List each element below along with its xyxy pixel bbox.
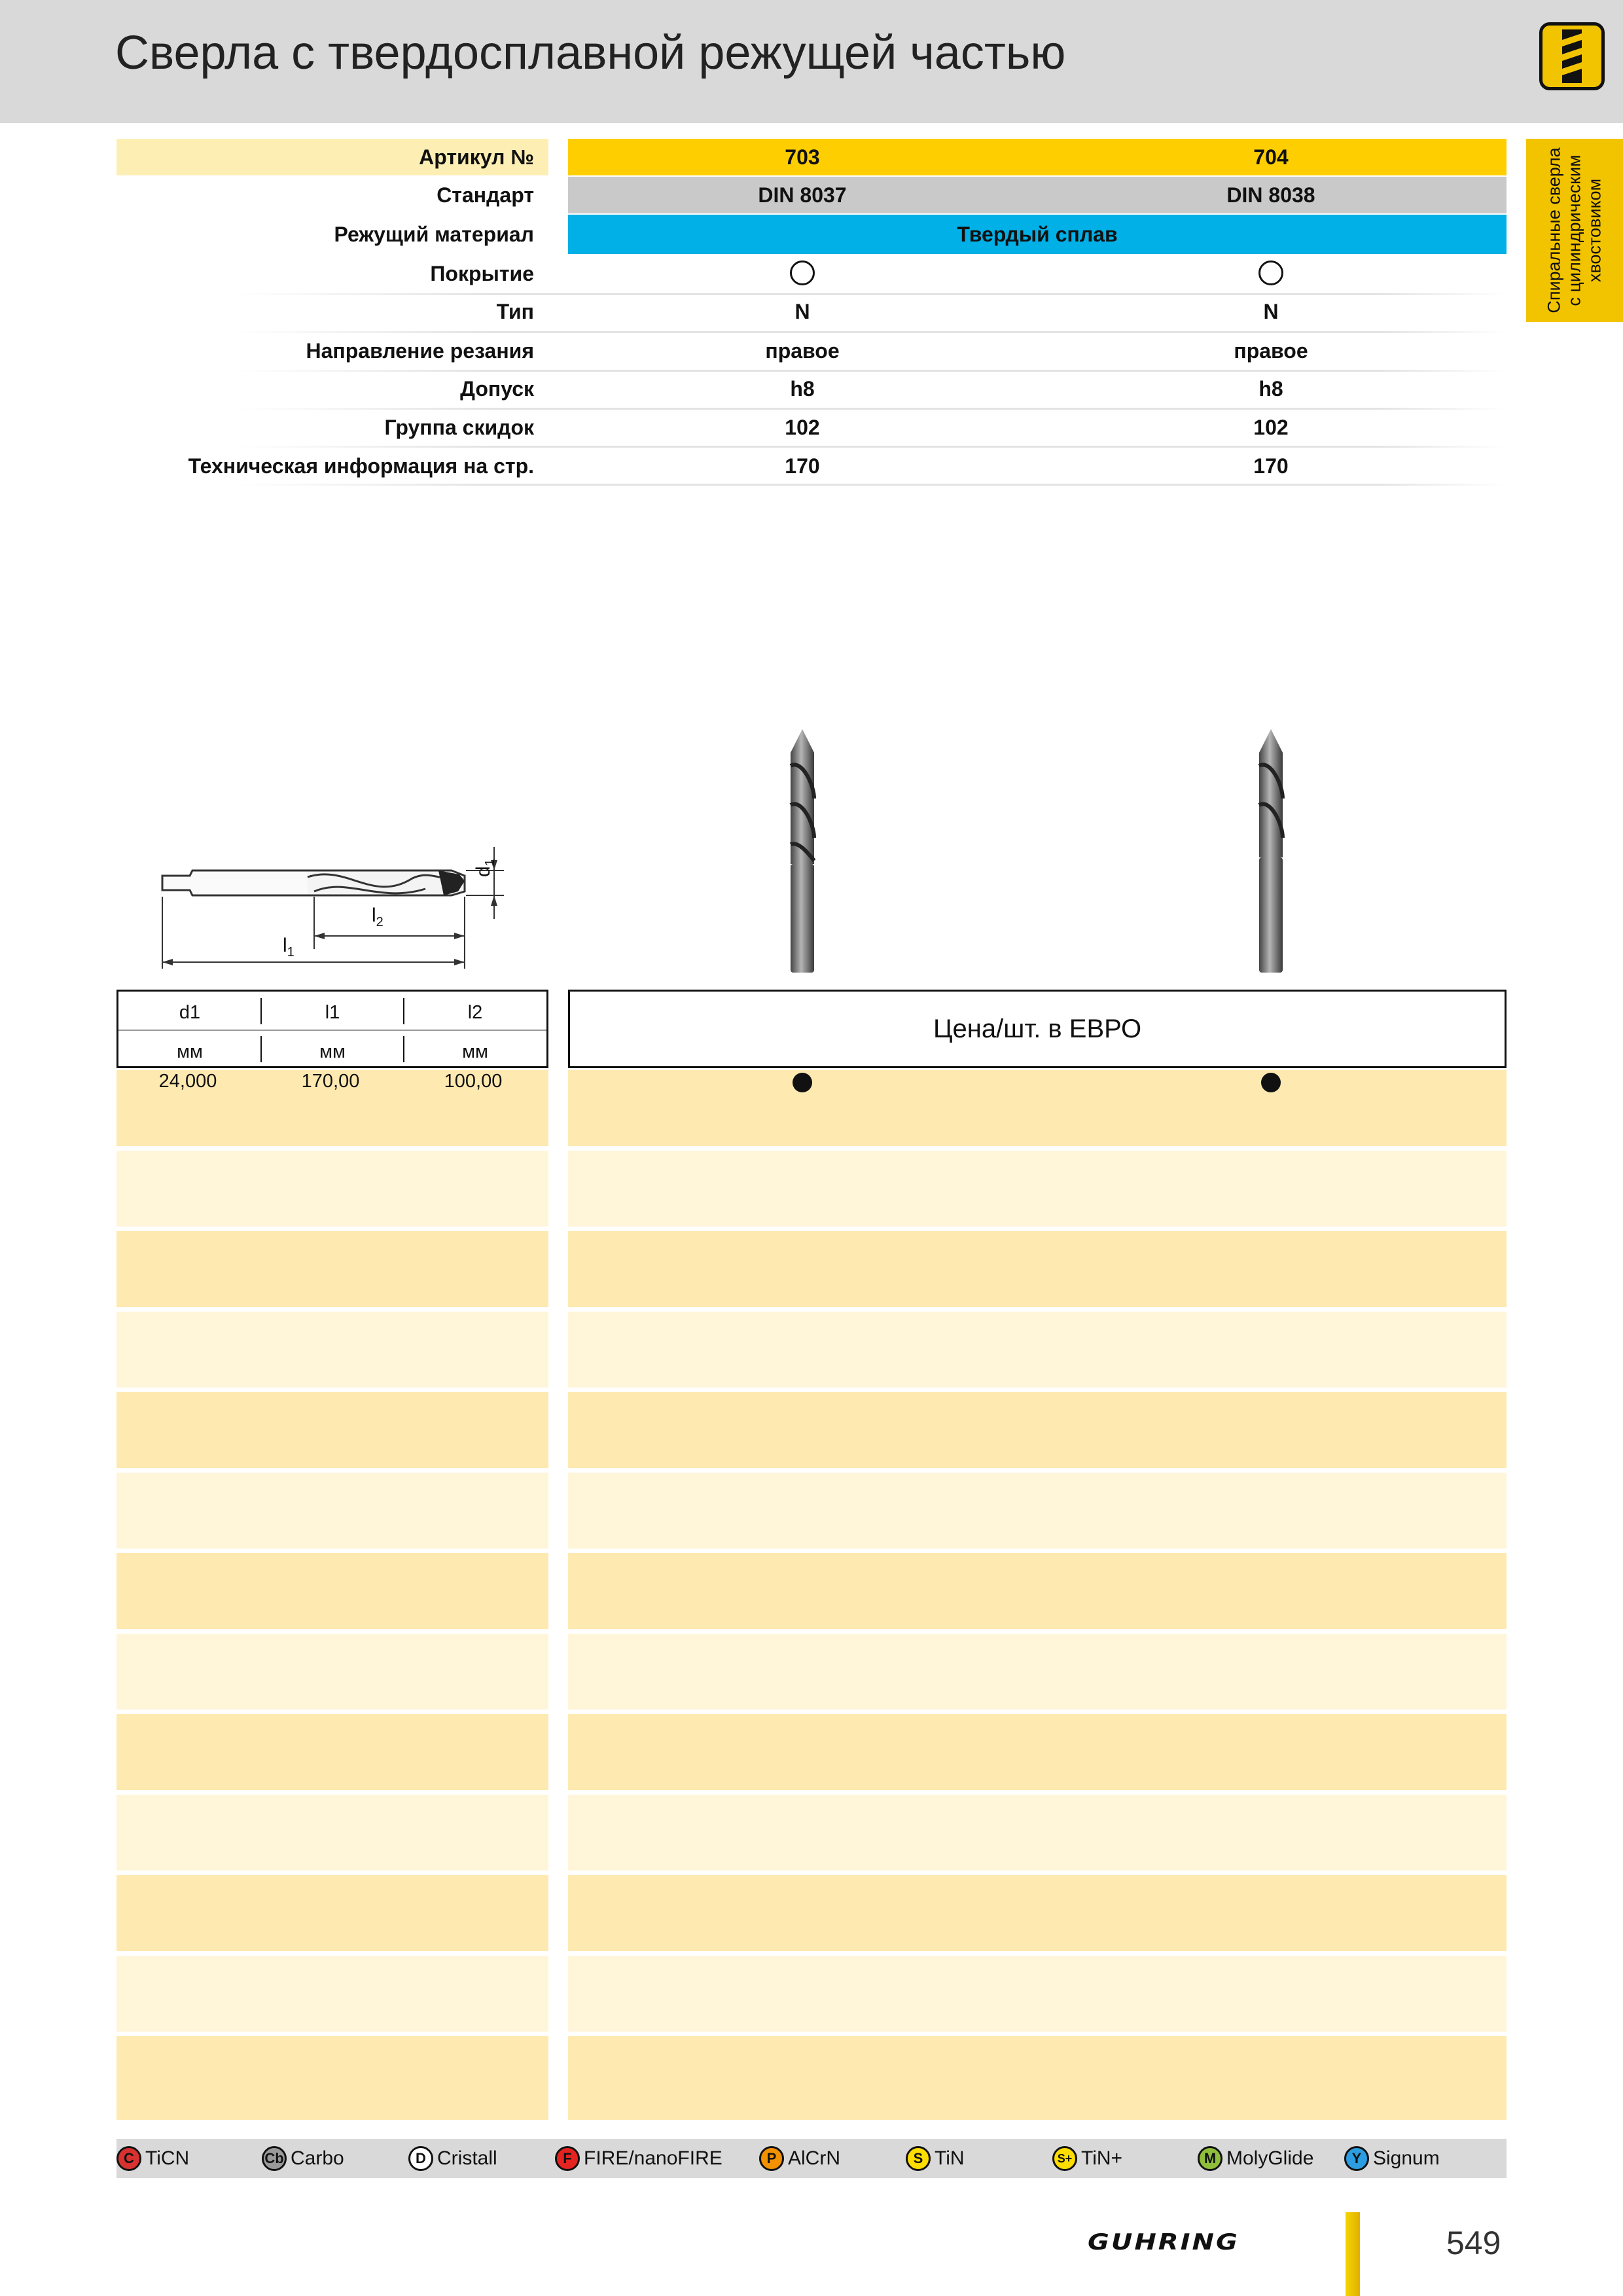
header-divider: [118, 1030, 546, 1031]
table-row-band: [568, 1634, 1507, 1710]
spec-label-material: Режущий материал: [334, 223, 534, 246]
legend-label: Cristall: [437, 2147, 497, 2169]
l1-value: 170,00: [301, 1071, 360, 1092]
header-l2: l2: [467, 1002, 483, 1023]
molyglide-coating-icon: M: [1198, 2146, 1222, 2171]
table-row-band: [116, 1714, 548, 1790]
legend-label: TiN: [935, 2147, 965, 2169]
discount-group-value: 102: [785, 416, 820, 439]
spec-label-type: Тип: [496, 300, 534, 323]
table-row-band: [568, 1392, 1507, 1468]
table-row-band: [116, 1312, 548, 1388]
available-dot-icon[interactable]: [793, 1073, 812, 1092]
page-title: Сверла с твердосплавной режущей частью: [115, 27, 1066, 79]
cutting-direction-value: правое: [1234, 339, 1308, 363]
legend-item-alcrn: [759, 2145, 840, 2172]
footer-accent-bar: [1346, 2212, 1360, 2296]
header-l1: l1: [325, 1002, 340, 1023]
tin-coating-icon: S: [906, 2146, 931, 2171]
uncoated-circle-icon: [1258, 260, 1283, 285]
table-row-band: [568, 1956, 1507, 2032]
legend-item-signum: [1344, 2145, 1440, 2172]
legend-item-fire: [555, 2145, 722, 2172]
table-row-band: [116, 1231, 548, 1307]
spec-label-discount-group: Группа скидок: [384, 416, 534, 439]
table-row-band: [568, 1875, 1507, 1951]
table-row-band: [568, 1795, 1507, 1871]
column-separator: [403, 998, 404, 1024]
table-row-band: [568, 1070, 1507, 1146]
alcrn-coating-icon: P: [759, 2146, 784, 2171]
drill-icon: [1539, 22, 1605, 90]
l2-value: 100,00: [444, 1071, 503, 1092]
spec-label-coating: Покрытие: [430, 262, 534, 285]
drill-dimension-diagram: [151, 838, 517, 982]
table-row-band: [568, 1473, 1507, 1549]
coating-legend: [116, 2139, 1507, 2178]
tin-plus-coating-icon: S+: [1052, 2146, 1077, 2171]
discount-group-value: 102: [1253, 416, 1289, 439]
available-dot-icon[interactable]: [1261, 1073, 1281, 1092]
price-header: Цена/шт. в ЕВРО: [568, 990, 1507, 1068]
l2-label: $l_2$: [372, 905, 383, 929]
table-row-band: [568, 2036, 1507, 2120]
spec-label-standard: Стандарт: [437, 183, 534, 207]
d1-value: 24,000: [158, 1071, 217, 1092]
drill-704-image: [1255, 726, 1287, 975]
drill-703-image: [786, 726, 819, 975]
material-value: Твердый сплав: [957, 223, 1118, 246]
signum-coating-icon: Y: [1344, 2146, 1369, 2171]
article-number: 704: [1253, 145, 1289, 169]
unit-d1: мм: [177, 1041, 203, 1062]
carbo-coating-icon: Cb: [262, 2146, 287, 2171]
legend-label: Carbo: [291, 2147, 344, 2169]
cutting-direction-value: правое: [765, 339, 840, 363]
legend-item-ticn: [116, 2145, 189, 2172]
ticn-coating-icon: C: [116, 2146, 141, 2171]
legend-label: FIRE/nanoFIRE: [584, 2147, 722, 2169]
legend-item-cristall: [408, 2145, 497, 2172]
column-separator: [260, 1036, 262, 1062]
spec-label-tolerance: Допуск: [460, 377, 534, 401]
legend-label: AlCrN: [788, 2147, 840, 2169]
column-separator: [403, 1036, 404, 1062]
table-row-band: [116, 1634, 548, 1710]
fire-coating-icon: F: [555, 2146, 580, 2171]
tech-info-page-link[interactable]: 170: [785, 454, 820, 478]
page-number: 549: [1446, 2225, 1501, 2261]
cristall-coating-icon: D: [408, 2146, 433, 2171]
table-row-band: [116, 1553, 548, 1629]
table-row-band: [116, 1473, 548, 1549]
standard-value: DIN 8038: [1226, 183, 1315, 207]
legend-label: MolyGlide: [1226, 2147, 1314, 2169]
legend-label: TiN+: [1081, 2147, 1123, 2169]
section-side-tab[interactable]: [1526, 139, 1623, 322]
type-value: N: [1263, 300, 1279, 323]
legend-item-carbo: [262, 2145, 344, 2172]
unit-l1: мм: [319, 1041, 346, 1062]
tolerance-value: h8: [790, 377, 815, 401]
legend-item-tin: [906, 2145, 965, 2172]
spec-label-tech-info: Техническая информация на стр.: [188, 454, 534, 478]
uncoated-circle-icon: [790, 260, 815, 285]
unit-l2: мм: [462, 1041, 488, 1062]
article-number: 703: [785, 145, 820, 169]
table-row-band: [568, 1231, 1507, 1307]
tech-info-page-link[interactable]: 170: [1253, 454, 1289, 478]
table-row-band: [116, 2036, 548, 2120]
table-row-band: [116, 1151, 548, 1227]
table-row-band: [116, 1795, 548, 1871]
brand-logo: GUHRING: [1088, 2229, 1240, 2255]
side-tab-label: Спиральные сверла с цилиндрическим хвостовиком: [1544, 147, 1605, 314]
tolerance-value: h8: [1258, 377, 1283, 401]
d1-label: $d_1$: [473, 859, 497, 877]
column-separator: [260, 998, 262, 1024]
dimensions-header: [116, 990, 548, 1068]
legend-item-tin-plus: [1052, 2145, 1122, 2172]
legend-item-molyglide: [1198, 2145, 1313, 2172]
standard-value: DIN 8037: [758, 183, 847, 207]
table-row-band: [568, 1312, 1507, 1388]
table-row-band: [568, 1553, 1507, 1629]
legend-label: Signum: [1373, 2147, 1440, 2169]
table-row-band: [116, 1875, 548, 1951]
spec-label-cutting-direction: Направление резания: [306, 339, 534, 363]
spec-label-article: Артикул №: [419, 145, 534, 169]
legend-label: TiCN: [145, 2147, 190, 2169]
table-row-band: [116, 1956, 548, 2032]
l1-label: $l_1$: [283, 935, 294, 960]
type-value: N: [794, 300, 810, 323]
table-row-band: [568, 1151, 1507, 1227]
table-row-band: [568, 1714, 1507, 1790]
header-d1: d1: [179, 1002, 201, 1023]
table-row[interactable]: [116, 1071, 548, 1097]
table-row-band: [116, 1392, 548, 1468]
